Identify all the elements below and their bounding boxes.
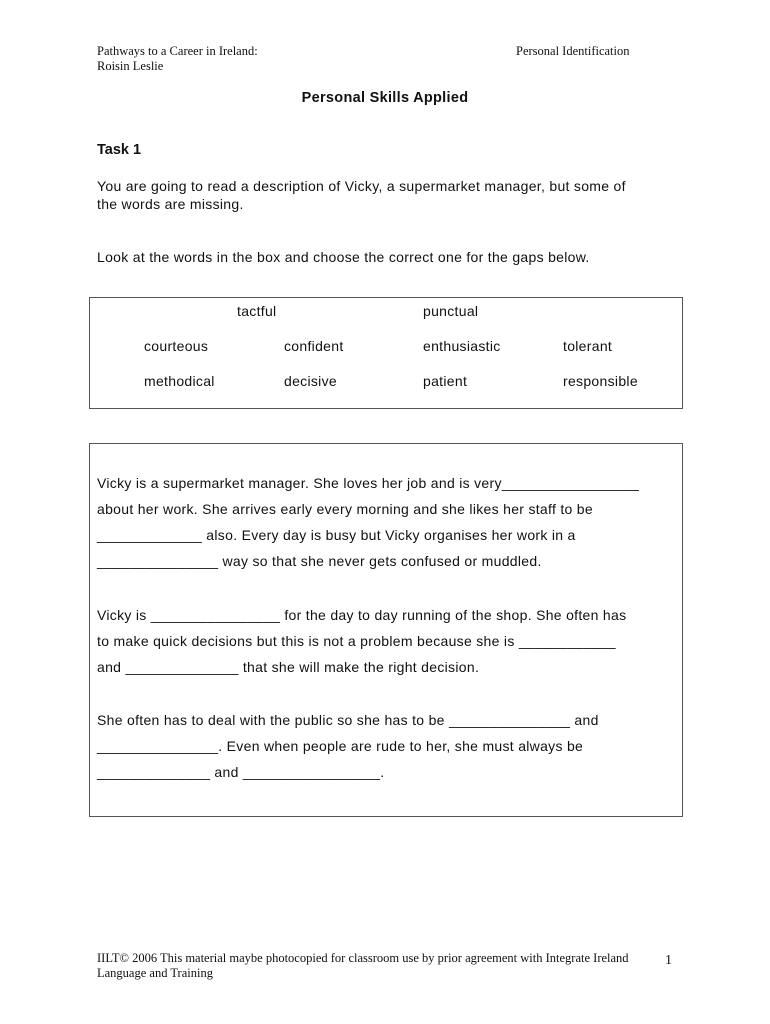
instructions-line: You are going to read a description of Vicky, a supermarket manager, but some of [97,178,626,194]
instructions-paragraph-2: Look at the words in the box and choose the correct one for the gaps below. [97,249,590,265]
header-series-title: Pathways to a Career in Ireland: [97,44,258,58]
word-box [89,297,683,409]
word-option: decisive [284,373,337,389]
passage-line: _____________ also. Every day is busy but Vicky organises her work in a [97,527,576,543]
page-number: 1 [665,953,672,968]
passage-line: Vicky is a supermarket manager. She loves her job and is very_________________ [97,475,640,491]
page-title: Personal Skills Applied [301,90,469,106]
footer-line: IILT© 2006 This material maybe photocopied for classroom use by prior agreement with Integrate Ireland [97,951,629,965]
passage-box [89,443,683,817]
passage-line: _______________. Even when people are rude to her, she must always be [97,738,584,754]
instructions-line: the words are missing. [97,196,244,212]
passage-line: about her work. She arrives early every morning and she likes her staff to be [97,501,593,517]
word-option: courteous [144,338,209,354]
footer-line: Language and Training [97,966,213,980]
passage-line: _______________ way so that she never gets confused or muddled. [97,553,542,569]
word-option: confident [284,338,344,354]
word-option: patient [423,373,468,389]
task-heading: Task 1 [97,142,142,158]
header-right: Personal Identification [516,44,630,58]
word-option: tactful [237,303,277,319]
word-option: responsible [563,373,638,389]
instructions-paragraph-1 [97,177,697,213]
passage-line: and ______________ that she will make the right decision. [97,659,480,675]
passage-line: to make quick decisions but this is not a problem because she is ____________ [97,633,616,649]
word-option: methodical [144,373,215,389]
word-option: enthusiastic [423,338,501,354]
passage-line: She often has to deal with the public so she has to be _______________ and [97,712,599,728]
header-author: Roisin Leslie [97,59,164,73]
word-option: tolerant [563,338,613,354]
header-left [97,44,258,74]
footer-notice [97,951,629,981]
passage-line: ______________ and _________________. [97,764,385,780]
word-option: punctual [423,303,479,319]
passage-line: Vicky is ________________ for the day to day running of the shop. She often has [97,607,627,623]
